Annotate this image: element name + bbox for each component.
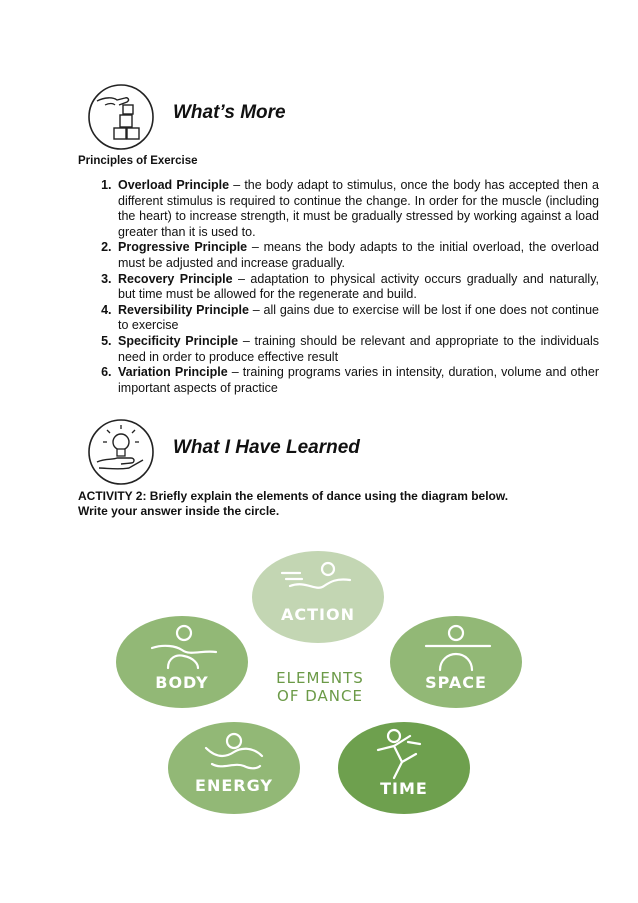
element-label-body: BODY	[155, 673, 209, 692]
principle-item	[115, 178, 599, 240]
principle-name: Specificity Principle	[118, 333, 239, 348]
principle-text: – all gains due to exercise will be lost if one does not continue to exercise	[118, 302, 599, 333]
principles-subheading: Principles of Exercise	[78, 155, 198, 167]
element-circle-time[interactable]	[338, 722, 470, 814]
activity-line: Write your answer inside the circle.	[78, 504, 280, 518]
element-circle-body[interactable]	[116, 616, 248, 708]
principle-name: Progressive Principle	[118, 240, 248, 255]
principle-text: – the body adapt to stimulus, once the body has accepted then a different stimulus is required to continue the change. In order for the muscle (including the heart) to increase strength, it must be gradually stressed by working against a load greater than it is used to.	[118, 178, 600, 239]
principle-text: – training should be relevant and appropriate to the individuals need in order to produce effective result	[118, 333, 599, 364]
principle-text: – adaptation to physical activity occurs gradually and naturally, but time must be allowed for the regenerate and build.	[118, 271, 599, 302]
diagram-center-title-line1: ELEMENTS	[276, 669, 364, 687]
principle-name: Overload Principle	[118, 178, 230, 192]
element-circle-energy[interactable]	[168, 722, 300, 814]
section-title-what-i-have-learned: What I Have Learned	[173, 437, 360, 458]
element-label-space: SPACE	[425, 673, 487, 692]
principles-list	[78, 178, 599, 396]
principle-item	[115, 365, 599, 396]
element-label-energy: ENERGY	[195, 776, 273, 795]
principle-item	[115, 334, 599, 365]
element-label-time: TIME	[380, 779, 428, 798]
elements-of-dance-diagram	[110, 550, 530, 820]
principle-name: Recovery Principle	[118, 271, 233, 286]
principle-item	[115, 303, 599, 334]
principle-name: Variation Principle	[118, 365, 228, 380]
principle-text: – means the body adapts to the initial overload, the overload must be adjusted and increase gradually.	[118, 240, 599, 270]
principle-item	[115, 272, 599, 303]
element-label-action: ACTION	[281, 605, 355, 624]
activity-line: ACTIVITY 2: Briefly explain the elements of dance using the diagram below.	[78, 489, 509, 503]
section-title-whats-more: What’s More	[173, 102, 286, 123]
principle-text: – training programs varies in intensity, duration, volume and other important aspects of practice	[118, 365, 599, 395]
hand-stacking-blocks-icon	[87, 83, 155, 151]
element-circle-space[interactable]	[390, 616, 522, 708]
element-circle-action[interactable]	[252, 551, 384, 643]
hand-holding-lightbulb-icon	[87, 418, 155, 486]
diagram-center-title-line2: OF DANCE	[277, 687, 363, 705]
activity-instructions	[78, 489, 578, 519]
principle-name: Reversibility Principle	[118, 302, 249, 317]
principle-item	[115, 240, 599, 271]
